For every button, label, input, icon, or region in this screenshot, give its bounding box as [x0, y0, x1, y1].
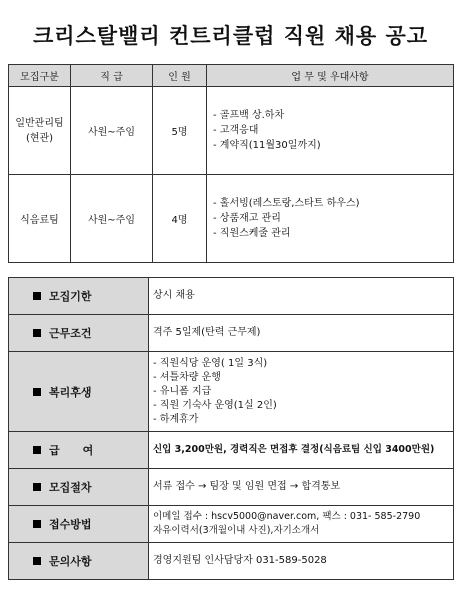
- detail-label: 급 여: [9, 432, 149, 469]
- square-bullet-icon: [33, 520, 41, 528]
- detail-value: 이메일 접수 : hscv5000@naver.com, 팩스 : 031- 585-2790 자유이력서(3개월이내 사진),자기소개서: [149, 506, 454, 543]
- rank-cell: 사원~주임: [71, 87, 153, 175]
- page-title: 크리스탈밸리 컨트리클럽 직원 채용 공고: [32, 24, 429, 48]
- table-row: [9, 278, 454, 315]
- rank-cell: 사원~주임: [71, 175, 153, 263]
- header-duties: 업 무 및 우대사항: [207, 65, 454, 87]
- header-rank: 직 급: [71, 65, 153, 87]
- table-row: [9, 175, 454, 263]
- table-row: [9, 87, 454, 175]
- duty-item: - 상품재고 관리: [213, 213, 281, 224]
- duty-item: - 직원스케줄 관리: [213, 228, 291, 239]
- duty-item: - 고객응대: [213, 125, 259, 136]
- header-dept: 모집구분: [9, 65, 71, 87]
- detail-label: 문의사항: [9, 543, 149, 580]
- table-row: [9, 315, 454, 352]
- square-bullet-icon: [33, 483, 41, 491]
- table-row: [9, 543, 454, 580]
- details-table: [8, 277, 454, 580]
- detail-value: - 직원식당 운영( 1일 3식) - 셔틀차량 운행 - 유니폼 지급 - 직원 기숙사 운영(1실 2인) - 하계휴가: [149, 352, 454, 432]
- table-row: [9, 469, 454, 506]
- detail-label: 접수방법: [9, 506, 149, 543]
- positions-header-row: [9, 65, 454, 87]
- detail-value: 격주 5일제(탄력 근무제): [149, 315, 454, 352]
- square-bullet-icon: [33, 388, 41, 396]
- duty-item: - 홀서빙(레스토랑,스타트 하우스): [213, 198, 360, 209]
- header-count: 인 원: [153, 65, 207, 87]
- detail-label: 모집절차: [9, 469, 149, 506]
- square-bullet-icon: [33, 557, 41, 565]
- detail-value: 신입 3,200만원, 경력직은 면접후 결정(식음료팀 신입 3400만원): [149, 432, 454, 469]
- count-cell: 5명: [153, 87, 207, 175]
- square-bullet-icon: [33, 292, 41, 300]
- square-bullet-icon: [33, 446, 41, 454]
- dept-cell: 식음료팀: [9, 175, 71, 263]
- detail-label: 모집기한: [9, 278, 149, 315]
- count-cell: 4명: [153, 175, 207, 263]
- detail-label: 복리후생: [9, 352, 149, 432]
- detail-value: 경영지원팀 인사담당자 031-589-5028: [149, 543, 454, 580]
- duty-item: - 계약직(11월30일까지): [213, 140, 321, 151]
- table-row: [9, 506, 454, 543]
- positions-table: [8, 64, 454, 263]
- detail-value: 서류 접수 → 팀장 및 임원 면접 → 합격통보: [149, 469, 454, 506]
- table-row: [9, 432, 454, 469]
- duties-cell: [207, 175, 454, 263]
- detail-value: 상시 채용: [149, 278, 454, 315]
- square-bullet-icon: [33, 329, 41, 337]
- duty-item: - 골프백 상.하차: [213, 110, 285, 121]
- duties-cell: [207, 87, 454, 175]
- dept-cell: 일반관리팀 (현관): [9, 87, 71, 175]
- table-row: [9, 352, 454, 432]
- detail-label: 근무조건: [9, 315, 149, 352]
